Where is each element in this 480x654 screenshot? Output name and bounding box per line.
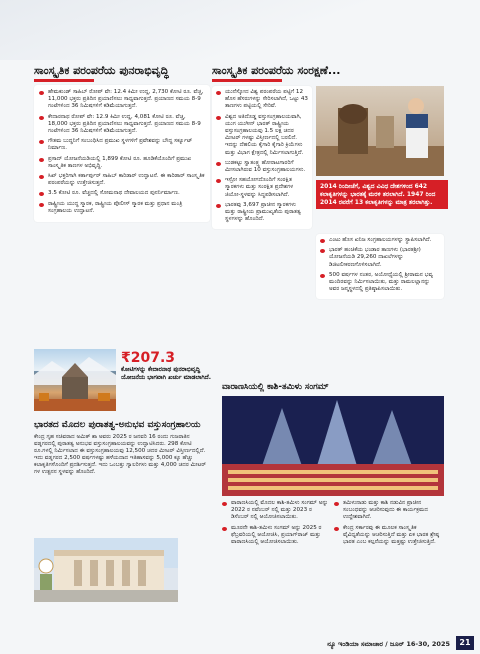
museum-photo bbox=[34, 538, 178, 602]
list-item-text: ಹೇಮಕುಂಡ್ ಸಾಹಿಬ್ ರೋಪ್ ವೇ: 12.4 ಕಿಮೀ ಉದ್ದ, 2,730 ಕೋಟಿ ರೂ. ವೆಚ್ಚ, 11,000 ಭಕ್ತರು ಪ್ರತಿದಿನ ಪ್ರಯಾಣಿಸಲು ಸಾಧ್ಯವಾಗುತ್ತದೆ. ಪ್ರಯಾಣದ ಸಮಯ 8-9 ಗಂಟೆಗಳಿಂದ 36 ನಿಮಿಷಗಳಿಗೆ ಕಡಿಮೆಯಾಗುತ್ತದೆ. bbox=[48, 89, 204, 110]
bullet-icon bbox=[320, 239, 325, 243]
list-item-text: ಸಿಖ್ ಭಕ್ತರಿಗಾಗಿ ಕರ್ತಾರ್ಪುರ್ ಸಾಹಿಬ್ ಕಾರಿಡಾರ್ ಉದ್ಘಾಟನೆ. ಈ ಕಾರಿಡಾರ್ ಸಾಂಸ್ಕೃತಿಕ ಪರಂಪರೆಯನ್ನು ಉತ್ತೇಜಿಸುತ್ತದೆ. bbox=[48, 173, 205, 187]
museum-title: ಭಾರತದ ಮೊದಲ ಪುರಾತತ್ವ-ಅನುಭವ ವಸ್ತುಸಂಗ್ರಹಾಲಯ bbox=[34, 420, 201, 430]
list-item-text: ಭಾರತವು 3,697 ಪ್ರಾಚೀನ ಸ್ಮಾರಕಗಳು ಮತ್ತು ರಾಷ್ಟ್ರೀಯ ಪ್ರಾಮುಖ್ಯತೆಯ ಪುರಾತತ್ವ ಸ್ಥಳಗಳನ್ನು ಹೊಂದಿದೆ. bbox=[225, 201, 301, 223]
left-column bbox=[34, 64, 210, 227]
bullet-icon bbox=[39, 140, 44, 144]
price-block bbox=[121, 350, 211, 381]
bullet-icon bbox=[320, 274, 325, 278]
sangam-header bbox=[222, 381, 444, 394]
museum-text: ಕೇಂದ್ರ ಗೃಹ ಸಚಿವರಾದ ಅಮಿತ್ ಶಾ ಅವರು 2025 ರ ಜನವರಿ 16 ರಂದು ಗುಜರಾತಿನ ವಡ್ನಗರದಲ್ಲಿ ಪುರಾತತ್ವ ಅನುಭವ ವಸ್ತುಸಂಗ್ರಹಾಲಯವನ್ನು ಉದ್ಘಾಟಿಸಿದರು. 298 ಕೋಟಿ ರೂ.ಗಳಲ್ಲಿ ನಿರ್ಮಿಸಲಾದ ಈ ವಸ್ತುಸಂಗ್ರಹಾಲಯವು 12,500 ಚದರ ಮೀಟರ್ ವಿಸ್ತೀರ್ಣದಲ್ಲಿದೆ. ಇದು ವಡ್ನಗರದ 2,500 ವರ್ಷಗಳಷ್ಟು ಹಳೆಯದಾದ ಇತಿಹಾಸವನ್ನು 5,000 ಕ್ಕೂ ಹೆಚ್ಚು ಕಲಾಕೃತಿಗಳೊಂದಿಗೆ ಪ್ರದರ್ಶಿಸುತ್ತದೆ. ಇದು ಒಂಬತ್ತು ಗ್ಯಾಲರಿಗಳು ಮತ್ತು 4,000 ಚದರ ಮೀಟರ್ ಗಳ ಉತ್ಖನನ ಸ್ಥಳವನ್ನು ಹೊಂದಿದೆ. bbox=[34, 434, 207, 476]
list-item bbox=[39, 89, 205, 111]
list-item-text: ವಿಶ್ವದ ಅತಿದೊಡ್ಡ ವಸ್ತುಸಂಗ್ರಹಾಲಯವಾಗಿ, ಯುಗ ಯುಗೀನ್ ಭಾರತ್ ರಾಷ್ಟ್ರೀಯ ವಸ್ತುಸಂಗ್ರಹಾಲಯವು 1.5 ಲಕ್ಷ ಚದರ ಮೀಟರ್ ಗಳಷ್ಟು ವಿಸ್ತೀರ್ಣದಲ್ಲಿ ಬರಲಿದೆ. ಇದನ್ನು ದೆಹಲಿಯ ಕೈಗಾರಿ ಕೈಗಾರಿ ಕ್ರಿಯೆಗಳು ಮತ್ತು ವಿಭಾಗ ಕ್ಷೇತ್ರದಲ್ಲಿ ನಿರ್ಮಿಸಲಾಗುತ್ತಿದೆ. bbox=[225, 113, 304, 156]
sangam-stage-illustration bbox=[222, 396, 444, 496]
list-item-text: ಪ್ರಸಾದ್ ಯೋಜನೆಯಡಿಯಲ್ಲಿ 1,899 ಕೋಟಿ ರೂ. ಹೂಡಿಕೆಯೊಂದಿಗೆ ಪ್ರಮುಖ ಸಾಂಸ್ಕೃತಿಕ ತಾಣಗಳ ಅಭಿವೃದ್ಧಿ. bbox=[48, 155, 192, 169]
bullet-icon bbox=[320, 249, 325, 253]
bullet-icon bbox=[222, 502, 227, 506]
bullet-icon bbox=[39, 91, 44, 95]
bullet-icon bbox=[39, 192, 44, 196]
list-item-text: ಗೌತಮ ಬುದ್ಧನಿಗೆ ಸಂಬಂಧಿಸಿದ ಪ್ರಮುಖ ಸ್ಥಳಗಳಿಗೆ ಪ್ರವೇಶವನ್ನು ಬೌದ್ಧ ಸರ್ಕ್ಯೂಟ್ ನಿರ್ಮಾಣ. bbox=[48, 138, 193, 152]
bullet-icon bbox=[334, 502, 339, 506]
bullet-icon bbox=[39, 158, 44, 162]
list-item bbox=[216, 114, 308, 157]
right-list-a bbox=[212, 86, 312, 234]
list-item-text: ಕೇದಾರನಾಥ ರೋಪ್ ವೇ: 12.9 ಕಿಮೀ ಉದ್ದ, 4,081 ಕೋಟಿ ರೂ. ವೆಚ್ಚ, 18,000 ಭಕ್ತರು ಪ್ರತಿದಿನ ಪ್ರಯಾಣಿಸಲು ಸಾಧ್ಯವಾಗುತ್ತದೆ. ಪ್ರಯಾಣದ ಸಮಯ 8-9 ಗಂಟೆಗಳಿಂದ 36 ನಿಮಿಷಗಳಿಗೆ ಕಡಿಮೆಯಾಗುತ್ತದೆ. bbox=[48, 113, 201, 135]
list-item bbox=[320, 237, 440, 244]
list-item bbox=[39, 201, 205, 215]
list-item bbox=[39, 156, 205, 170]
list-item-text: ಎಂಟು ಹೊಸ ಖನಿಜ ಸಂಗ್ರಹಾಲಯಗಳನ್ನು ಸ್ಥಾಪಿಸಲಾಗಿದೆ. bbox=[329, 237, 432, 243]
list-item bbox=[222, 525, 330, 547]
right-section-title: ಸಾಂಸ್ಕೃತಿಕ ಪರಂಪರೆಯ ಸಂರಕ್ಷಣೆ... bbox=[212, 64, 341, 77]
repatriation-callout: 2014 ರಿಂದೀಚೆಗೆ, ವಿಶ್ವದ ವಿವಿಧ ದೇಶಗಳಿಂದ 642 ಕಲಾಕೃತಿಗಳನ್ನು ಭಾರತಕ್ಕೆ ಮರಳಿ ತರಲಾಗಿದೆ. 1947 ರಿಂದ 2014 ರವರೆಗೆ 13 ಕಲಾಕೃತಿಗಳನ್ನು ಮಾತ್ರ ತರಲಾಗಿತ್ತು. bbox=[316, 180, 448, 209]
left-list bbox=[34, 85, 210, 222]
list-item bbox=[334, 500, 444, 522]
list-item-text: ಭಾರತ್ ಹಂಚಿಕೆಯ ಭಂಡಾರ ತಾಣಗಳು (ಭಾರತಶ್ರೀ) ಯೋಜನೆಯಡಿ 29,260 ದಾಖಲೆಗಳನ್ನು ಡಿಜಿಟಲೀಕರಣಗೊಳಿಸಲಾಗಿದೆ. bbox=[329, 247, 421, 268]
sangam-col2 bbox=[334, 500, 444, 549]
list-item bbox=[39, 138, 205, 152]
list-item-text: ರಾಷ್ಟ್ರೀಯ ಯುದ್ಧ ಸ್ಮಾರಕ, ರಾಷ್ಟ್ರೀಯ ಪೊಲೀಸ್ ಸ್ಮಾರಕ ಮತ್ತು ಪ್ರಧಾನ ಮಂತ್ರಿ ಸಂಗ್ರಹಾಲಯ ಉದ್ಘಾಟನೆ. bbox=[48, 200, 183, 214]
title-underline-right bbox=[212, 79, 282, 82]
right-list-b bbox=[316, 234, 444, 304]
list-item bbox=[222, 500, 330, 522]
list-item-text: ಬುಡಕಟ್ಟು ಸ್ವಾತಂತ್ರ್ಯ ಹೋರಾಟಗಾರರಿಗೆ ಮೀಸಲಾಗಿರುವ 10 ವಸ್ತುಸಂಗ್ರಹಾಲಯಗಳು. bbox=[225, 159, 306, 174]
bullet-icon bbox=[39, 175, 44, 179]
bullet-icon bbox=[216, 162, 221, 166]
bullet-icon bbox=[216, 179, 221, 183]
list-item bbox=[334, 525, 444, 547]
list-item bbox=[39, 190, 205, 197]
list-item-text: ಮೂರನೇ ಕಾಶಿ-ತಮಿಳು ಸಂಗಮ್ ಅನ್ನು 2025 ರ ಫೆಬ್ರವರಿಯಲ್ಲಿ ಆಯೋಜಿಸಿ, ಪ್ರಯಾಗ್‌ರಾಜ್ ಮತ್ತು ವಾರಾಣಸಿಯಲ್ಲಿ ಆಯೋಜಿಸಲಾಯಿತು. bbox=[231, 524, 322, 546]
kedarnath-photo bbox=[34, 349, 116, 411]
list-item bbox=[39, 173, 205, 187]
list-item bbox=[216, 160, 308, 174]
bullet-icon bbox=[39, 116, 44, 120]
list-item bbox=[216, 202, 308, 224]
list-item-text: ಇಸ್ರೋ ಸಹಯೋಗದೊಂದಿಗೆ ಸಂರಕ್ಷಿತ ಸ್ಮಾರಕಗಳು ಮತ್ತು ಸಂರಕ್ಷಿತ ಪ್ರದೇಶಗಳ ಜಿಯೋ-ಸ್ಥಳವನ್ನು ಸಿದ್ಧಪಡಿಸಲಾಗಿದೆ. bbox=[225, 177, 294, 198]
left-section-title: ಸಾಂಸ್ಕೃತಿಕ ಪರಂಪರೆಯ ಪುನರಾಭಿವೃದ್ಧಿ bbox=[34, 64, 169, 77]
pm-artifact-photo bbox=[316, 86, 444, 176]
museum-block bbox=[34, 420, 210, 477]
list-item bbox=[39, 114, 205, 136]
list-item bbox=[216, 177, 308, 199]
bullet-icon bbox=[39, 203, 44, 207]
list-item bbox=[320, 247, 440, 269]
page-footer bbox=[0, 632, 480, 654]
list-item bbox=[320, 272, 440, 294]
bullet-icon bbox=[334, 527, 339, 531]
bullet-icon bbox=[216, 91, 221, 95]
sangam-title: ವಾರಾಣಸಿಯಲ್ಲಿ ಕಾಶಿ-ತಮಿಳು ಸಂಗಮ್ bbox=[222, 382, 329, 392]
right-header bbox=[212, 64, 458, 82]
page-number: 21 bbox=[456, 636, 474, 650]
sangam-stage-photo bbox=[222, 396, 444, 496]
list-item-text: 3.5 ಕೋಟಿ ರೂ. ವೆಚ್ಚದಲ್ಲಿ ಸೋಮನಾಥ ದೇವಾಲಯದ ಪುನರ್ನಿರ್ಮಾಣ. bbox=[48, 190, 180, 197]
list-item-text: 500 ವರ್ಷಗಳ ನಂತರ, ಅಯೋಧ್ಯೆಯಲ್ಲಿ ಶ್ರೀರಾಮನ ಭವ್ಯ ಮಂದಿರವನ್ನು ನಿರ್ಮಿಸಲಾಯಿತು, ಮತ್ತು ರಾಮಲಲ್ಲಾನನ್ನು ಅವರ ಜನ್ಮಸ್ಥಳದಲ್ಲಿ ಪ್ರತಿಷ್ಠಾಪಿಸಲಾಯಿತು. bbox=[329, 271, 433, 293]
price-value: ₹207.3 bbox=[121, 350, 176, 366]
kedarnath-temple-illustration bbox=[34, 349, 116, 411]
bullet-icon bbox=[222, 527, 227, 531]
list-item-text: ಯುನೆಸ್ಕೋದ ವಿಶ್ವ ಪರಂಪರೆಯ ಪಟ್ಟಿಗೆ 12 ಹೊಸ ಹೆಸರುಗಳನ್ನು ಸೇರಿಸಲಾಗಿದೆ, ಒಟ್ಟು 43 ತಾಣಗಳು ಪಟ್ಟಿಯಲ್ಲಿ ಸೇರಿವೆ. bbox=[225, 89, 308, 110]
list-item-text: ಕೇಂದ್ರ ಸರ್ಕಾರವು ಈ ಮೂಲಕ ಸಾಂಸ್ಕೃತಿಕ ವೈವಿಧ್ಯತೆಯನ್ನು ಆಚರಿಸುತ್ತಿದೆ ಮತ್ತು ಏಕ ಭಾರತ ಶ್ರೇಷ್ಠ ಭಾರತ ಎಂಬ ಕಲ್ಪನೆಯನ್ನು ಮತ್ತಷ್ಟು ಉತ್ತೇಜಿಸುತ್ತಿದೆ. bbox=[343, 524, 440, 546]
list-item-text: ತಮಿಳುನಾಡು ಮತ್ತು ಕಾಶಿ ನಡುವಿನ ಪ್ರಾಚೀನ ಸಂಬಂಧವನ್ನು ಆಚರಿಸುವುದು ಈ ಕಾರ್ಯಕ್ರಮದ ಉದ್ದೇಶವಾಗಿದೆ. bbox=[343, 500, 428, 521]
list-item bbox=[216, 89, 308, 111]
list-item-text: ವಾರಾಣಸಿಯಲ್ಲಿ ಮೊದಲ ಕಾಶಿ-ತಮಿಳು ಸಂಗಮ್ ಅನ್ನು 2022 ರ ನವೆಂಬರ್ ನಲ್ಲಿ ಮತ್ತು 2023 ರ ಡಿಸೆಂಬರ್ ನಲ್ಲಿ ಆಯೋಜಿಸಲಾಯಿತು. bbox=[231, 500, 329, 521]
sangam-col1 bbox=[222, 500, 330, 549]
price-caption: ಕೋಟಿಗಳನ್ನು ಕೇದಾರನಾಥ ಪುನರಾಭಿವೃದ್ಧಿ ಯೋಜನೆಯ ಭಾಗವಾಗಿ ಖರ್ಚು ಮಾಡಲಾಗಿದೆ. bbox=[121, 366, 212, 381]
bullet-icon bbox=[216, 204, 221, 208]
bullet-icon bbox=[216, 116, 221, 120]
museum-building-illustration bbox=[34, 538, 178, 602]
artifact-illustration bbox=[316, 86, 444, 176]
footer-label: ನ್ಯೂ ಇಂಡಿಯಾ ಸಮಾಚಾರ / ಜೂನ್ 16-30, 2025 bbox=[327, 640, 450, 648]
